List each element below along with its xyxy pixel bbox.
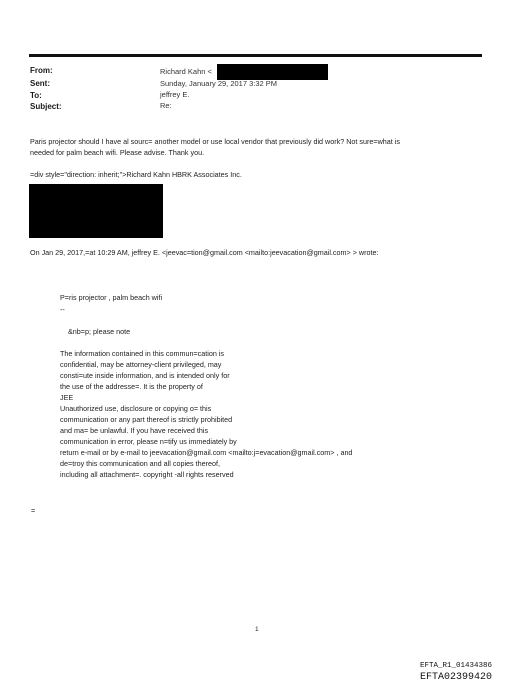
trailing-mark: = — [31, 506, 36, 515]
from-label: From: — [30, 66, 53, 75]
page-number: 1 — [255, 626, 259, 633]
sent-value: Sunday, January 29, 2017 3:32 PM — [160, 79, 278, 88]
disclaimer-line: Unauthorized use, disclosure or copying o= this — [60, 404, 212, 413]
to-value: jeffrey E. — [160, 90, 190, 99]
footer-id-primary: EFTA_R1_01434386 — [420, 662, 493, 670]
disclaimer-line: the use of the addresse=. It is the property of — [60, 382, 203, 391]
subject-label: Subject: — [30, 102, 62, 111]
disclaimer-line: communication or any part thereof is strictly prohibited — [60, 415, 233, 424]
signature-line: =div style="direction: inherit;">Richard Kahn HBRK Associates Inc. — [30, 170, 242, 179]
disclaimer-line: de=troy this communication and all copies thereof, — [60, 459, 221, 468]
disclaimer-line: and ma= be unlawful. If you have received this — [60, 426, 209, 435]
sent-label: Sent: — [30, 79, 50, 88]
quoted-dashes: -- — [60, 305, 65, 314]
quote-intro: On Jan 29, 2017,=at 10:29 AM, jeffrey E. <jeevac=tion@gmail.com <mailto:jeevacation@gmail.com> > wrote: — [30, 248, 379, 257]
disclaimer-line: confidential, may be attorney-client privileged, may — [60, 360, 222, 369]
redaction-block — [29, 184, 163, 238]
body-line: needed for palm beach wifi. Please advise. Thank you. — [30, 148, 205, 157]
disclaimer-line: JEE — [60, 393, 74, 402]
body-line: Paris projector should I have al sourc= another model or use local vendor that previously did work? Not sure=what is — [30, 137, 400, 146]
redaction-block — [217, 64, 328, 80]
footer-id-secondary: EFTA02399420 — [420, 672, 493, 683]
disclaimer-line: consti=ute inside information, and is intended only for — [60, 371, 230, 380]
disclaimer-line: including all attachment=. copyright -all rights reserved — [60, 470, 234, 479]
from-value: Richard Kahn < — [160, 67, 212, 76]
header-rule — [29, 54, 482, 57]
disclaimer-line: return e-mail or by e-mail to jeevacation@gmail.com <mailto:j=evacation@gmail.com> , and — [60, 448, 353, 457]
disclaimer-line: The information contained in this commun=cation is — [60, 349, 224, 358]
subject-value: Re: — [160, 101, 172, 110]
to-label: To: — [30, 91, 42, 100]
quoted-line: P=ris projector , palm beach wifi — [60, 293, 163, 302]
disclaimer-line: communication in error, please n=tify us immediately by — [60, 437, 237, 446]
quoted-note: &nb=p; please note — [68, 327, 131, 336]
